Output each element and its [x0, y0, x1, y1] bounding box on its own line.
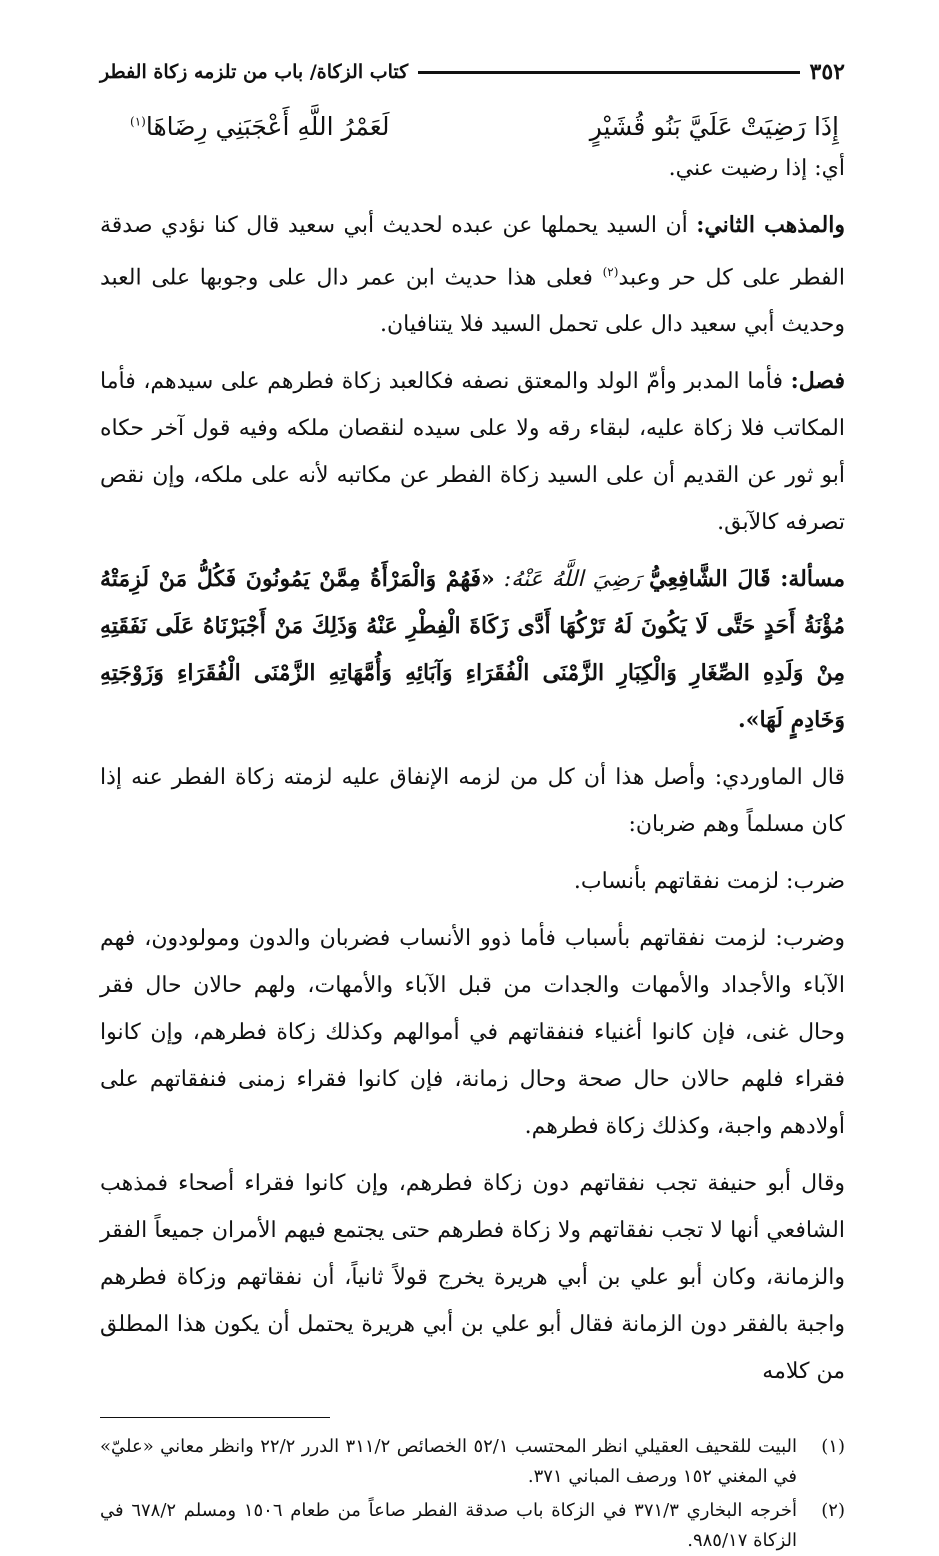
verse-first-hemistich: إِذَا رَضِيَتْ عَلَيَّ بَنُو قُشَيْرٍ: [589, 112, 839, 141]
paragraph: [100, 202, 845, 348]
verse-second-hemistich: [130, 112, 389, 141]
paragraph-text: فأما المدبر وأمّ الولد والمعتق نصفه فكالعبد زكاة فطرهم على سيدهم، فأما المكاتب فلا زكاة عليه، لبقاء رقه ولا على سيده لنقصان ملكه وفيه قول آخر حكاه أبو ثور عن القديم أن على السيد زكاة الفطر عن مكاتبه لأنه على ملكه، وإن نقص تصرفه كالآبق.: [100, 369, 845, 536]
footnote-number: (١): [821, 1436, 845, 1458]
footnotes: [100, 1432, 845, 1556]
paragraph: أي: إذا رضيت عني.: [668, 156, 845, 181]
running-title: كتاب الزكاة/ باب من تلزمه زكاة الفطر: [100, 61, 409, 83]
paragraph: [100, 556, 845, 744]
paragraph-lead: فصل:: [790, 368, 845, 395]
shafii-quote: «فَهُمْ وَالْمَرْأَةُ مِمَّنْ يَمُونُونَ فَكُلُّ مَنْ لَزِمَتْهُ مُؤْنَةُ أَحَدٍ حَتَّى لَا يَكُونَ لَهُ تَرْكُهَا أَدَّى زَكَاةَ الْفِطْرِ عَنْهُ وَذَلِكَ مَنْ أَجْبَرْنَاهُ عَلَى نَفَقَتِهِ مِنْ وَلَدِهِ الصِّغَارِ وَالْكِبَارِ الزَّمْنَى الْفُقَرَاءِ وَآبَائِهِ وَأُمَّهَاتِهِ الزَّمْنَى الْفُقَرَاءِ وَزَوْجَتِهِ وَخَادِمٍ لَهَا».: [100, 566, 845, 734]
paragraph: وقال أبو حنيفة تجب نفقاتهم دون زكاة فطرهم، وإن كانوا فقراء أصحاء فمذهب الشافعي أنها لا تجب نفقاتهم ولا زكاة فطرهم حتى يجتمع فيهم الأمران جميعاً الفقر والزمانة، وكان أبو علي بن أبي هريرة يخرج قولاً ثانياً، أن نفقاتهم وزكاة فطرهم واجبة بالفقر دون الزمانة فقال أبو علي بن أبي هريرة يحتمل أن يكون هذا المطلق من كلامه: [100, 1171, 845, 1385]
footnote-ref-2: (٢): [602, 265, 619, 279]
footnote-text: أخرجه البخاري ٣٧١/٣ في الزكاة باب صدقة الفطر صاعاً من طعام ١٥٠٦ ومسلم ٦٧٨/٢ في الزكاة ٩٨٥/١٧.: [100, 1500, 797, 1552]
paragraph: ضرب: لزمت نفقاتهم بأنساب.: [573, 869, 845, 895]
footnote-ref-1: (١): [130, 114, 146, 129]
footnote-text: البيت للقحيف العقيلي انظر المحتسب ٥٢/١ الخصائص ٣١١/٢ الدرر ٢٢/٢ وانظر معاني «عليّ» في المغني ١٥٢ ورصف المباني ٣٧١.: [100, 1436, 798, 1488]
poetry-verse: [100, 112, 845, 141]
page-number: ٣٥٢: [809, 59, 845, 85]
paragraph-text: فعلى هذا حديث ابن عمر دال على وجوبها على العبد وحديث أبي سعيد دال على تحمل السيد فلا يتنافيان.: [100, 265, 845, 338]
paragraph-lead: والمذهب الثاني:: [696, 212, 845, 238]
paragraph: [100, 358, 845, 546]
paragraph-text: رَضِيَ اللَّهُ عَنْهُ:: [503, 567, 641, 593]
page-header: [100, 52, 845, 92]
footnote: [100, 1496, 845, 1556]
footnote-number: (٢): [821, 1500, 845, 1522]
header-rule: [418, 71, 799, 74]
paragraph: قال الماوردي: وأصل هذا أن كل من لزمه الإنفاق عليه لزمته زكاة الفطر عنه إذا كان مسلماً وهم ضربان:: [100, 765, 845, 838]
footnote-separator: [100, 1417, 330, 1418]
verse-second-text: لَعَمْرُ اللَّهِ أَعْجَبَنِي رِضَاهَا: [145, 112, 390, 141]
paragraph-lead: مسألة: قَالَ الشَّافِعِيُّ: [649, 566, 845, 593]
paragraph-text: أن السيد يحملها عن عبده لحديث أبي سعيد قال كنا نؤدي صدقة الفطر على كل حر وعبد: [100, 213, 845, 291]
paragraph: وضرب: لزمت نفقاتهم بأسباب فأما ذوو الأنساب فضربان والدون ومولودون، فهم الآباء والأجداد والأمهات والجدات من قبل الآباء والأمهات، ولهم حالان حال فقر وحال غنى، فإن كانوا أغنياء فنفقاتهم في أموالهم وكذلك زكاة فطرهم، وإن كانوا فقراء فلهم حالان حال صحة وحال زمانة، فإن كانوا فقراء زمنى فنفقاتهم على أولادهم واجبة، وكذلك زكاة فطرهم.: [100, 926, 845, 1140]
footnote: [100, 1432, 845, 1492]
main-text: [100, 145, 845, 1395]
